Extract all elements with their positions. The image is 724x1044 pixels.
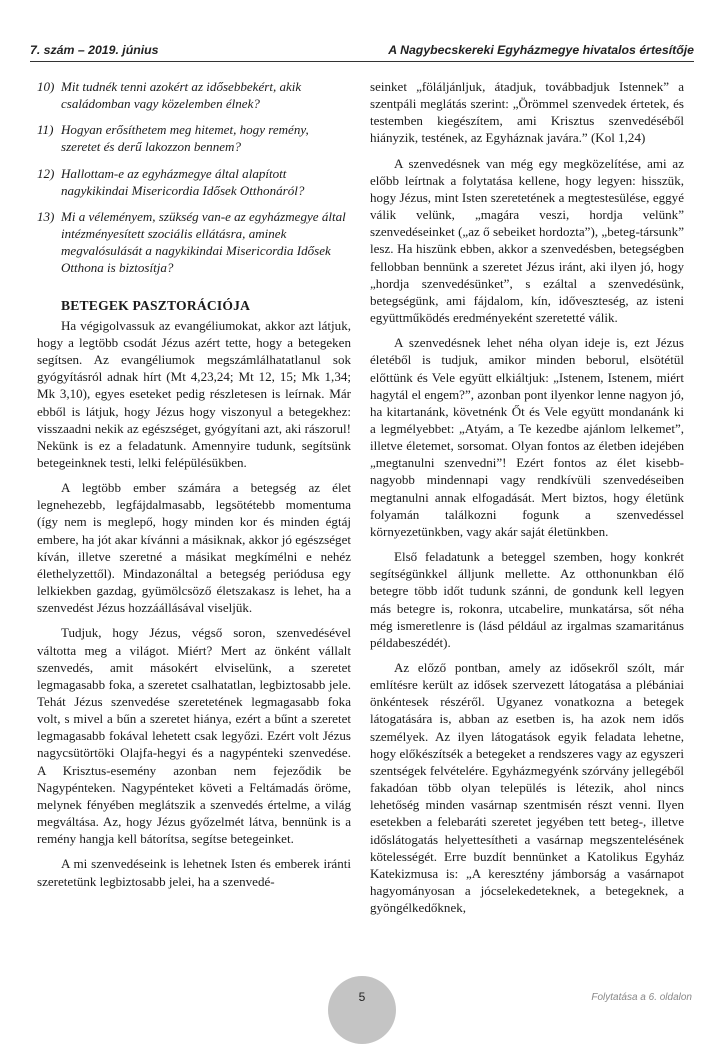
left-column <box>37 78 351 898</box>
question-item <box>37 208 351 277</box>
question-number: 12) <box>37 165 55 181</box>
continuation-note: Folytatása a 6. oldalon <box>591 992 692 1003</box>
question-text: Mit tudnék tenni azokért az idősebbekért, akik családomban vagy közelemben élnek? <box>61 79 302 112</box>
section-heading: BETEGEK PASZTORÁCIÓJA <box>61 297 251 313</box>
question-text: Hallottam-e az egyházmegye által alapított nagykikindai Misericordia Idősek Otthonáról? <box>61 165 305 198</box>
running-header <box>30 43 694 57</box>
question-list <box>37 78 351 277</box>
question-number: 11) <box>37 122 54 138</box>
question-item <box>37 121 351 155</box>
question-number: 13) <box>37 208 55 224</box>
body-paragraph: A szenvedésnek lehet néha olyan ideje is, ezt Jézus életéből is tudjuk, amikor minden beborul, elsötétül előttünk és Vele együtt elkiáltjuk: „Istenem, Istenem, miért hagytál el engem?”, azonban pont ilyenkor lenne nagyon jó, ha kitartanánk, követnénk Őt és Vele együtt mondanánk ki a legmélyebbet: „Atyám, a Te kezedbe ajánlom lelkemet”, illetve életemet, sorsomat. Olyan fontos az életben idejében „megtanulni szenvedni”! Ezért fontos az élet kisebb-nagyobb mindennapi vagy rendkívüli szenvedéseiben megtanulni annak elfogadását. Mert biztos, hogy életünk folyamán találkozni fogunk a szenvedéssel környezetünkben, vagy akár saját életünkben. <box>370 335 684 539</box>
issue-label: 7. szám – 2019. június <box>30 43 159 57</box>
body-paragraph: seinket „föláljánljuk, átadjuk, továbbadjuk Istennek” a szentpáli meglátás szerint: „Örömmel szenvedek értetek, és testemben kiegészítem, ami Krisztus szenvedéséből hiányzik, testének, az Egyháznak javára.” (Kol 1,24) <box>370 79 684 146</box>
question-item <box>37 165 351 199</box>
question-number: 10) <box>37 79 55 94</box>
body-paragraph: A szenvedésnek van még egy megközelítése, ami az előbb leírtnak a folytatása kellene, hogy legyen: hisszük, hogy Jézus, mint Isten szeretetének a megtestesülése, eggyé válik velünk, „magára veszi, hordja velünk” szenvedéseinket („az ő sebeiket hordozta”), „beteg-társunk” lesz. Ha hiszünk ebben, akkor a szenvedésben, betegségben fellobban bennünk a szeretet Jézus iránt, aki ilyen jó, hogy „hordja szenvedésünket”, s ezáltal a szenvedésünk, betegségünk, ami fájdalom, kín, időveszteség, az isteni együttműködés eredményeként szeretetté válik. <box>370 155 684 326</box>
right-column <box>370 78 684 924</box>
question-text: Hogyan erősíthetem meg hitemet, hogy remény, szeretet és derű lakozzon bennem? <box>61 122 309 155</box>
page-number: 5 <box>358 990 366 1004</box>
body-paragraph: Az előző pontban, amely az idősekről szólt, már említésre került az idősek szervezett látogatása a plébániai önkéntesek részéről. Ugyanez vonatkozna a betegek látogatására is, abban az esetben is, ha azok nem idős személyek. Az ilyen látogatások egyik feladata lehetne, hogy előkészítsék a betegeket a rendszeres vagy az egyszeri szentségek felvételére. Egyházmegyénk szórvány jellegéből fakadóan több olyan település is létezik, ahol nincs lehetőség minden vasárnap szentmisén részt venni. Ilyen esetekben a felebaráti szeretet jegyében tett beteg-, illetve időslátogatás helyettesítheti a vasárnap megszentelésének kötelességét. Erre buzdít bennünket a Katolikus Egyház Katekizmusa is: „A keresztény jámborság a vasárnapot hagyományosan a jócselekedeteknek, a betegeknek, a gyöngélkedőknek, <box>370 660 684 916</box>
body-paragraph: A mi szenvedéseink is lehetnek Isten és emberek iránti szeretetünk legbiztosabb jelei, ha a szenvedé- <box>37 856 351 889</box>
page-number-badge <box>328 976 396 1044</box>
body-paragraph: Első feladatunk a beteggel szemben, hogy konkrét segítségünkkel álljunk mellette. Az otthonunkban élő betegre több időt tudunk szánni, de gondunk kell legyen más betegre is, rokonra, utcabelire, munkatársa, sőt néha még ismeretlenre is (lásd például az irgalmas szamaritánus példabeszédét). <box>370 549 684 650</box>
publication-title: A Nagybecskereki Egyházmegye hivatalos értesítője <box>388 43 694 57</box>
question-text: Mi a véleményem, szükség van-e az egyházmegye által intézményesített szociális ellátásra, aminek megvalósulását a nagykikindai Misericordia Idősek Otthona is biztosítja? <box>61 208 346 276</box>
header-divider <box>30 61 694 62</box>
body-paragraph: Ha végigolvassuk az evangéliumokat, akkor azt látjuk, hogy a legtöbb csodát Jézus azért tette, hogy a betegeken segítsen. Az evangéliumok megszámlálhatatlanul sok gyógyításról adnak hírt (Mt 4,23,24; Mt 12, 15; Mk 1,34; Mk 3,10), egyes eseteket pedig részletesen is leírnak. Már ebből is látjuk, hogy Jézus hogy viszonyul a betegekhez: visszaadni nekik az egészséget, gyógyítani azt, aki rászorul! Nekünk is ez a feladatunk. Amennyire tudunk, segítsünk betegeinknek testi, lelki felépülésükben. <box>37 317 351 470</box>
body-paragraph: Tudjuk, hogy Jézus, végső soron, szenvedésével váltotta meg a világot. Miért? Mert az önként vállalt szenvedés, amit másokért elviselünk, a szeretet legmagasabb foka, a szeretet csalhatatlan, legbiztosabb jele. Tehát Jézus szenvedése szeretetének legmagasabb foka volt, s mivel a bűn a szeretet hiánya, ezért a bűnt a szeretet legmagasabb fokával lehetett csak legyőzi. Ezért volt Jézus nagycsütörtöki Olajfa-hegyi és a nagypénteki szenvedése. A Krisztus-esemény azonban nem fejeződik be Nagypénteken. Nagypénteket követi a Feltámadás öröme, melynek fényében meglátszik a szenvedés értelme, a világ megváltása. Az, hogy Jézus győzelmét látva, bennünk is a remény hangja kell bátorítsa, segítse betegeinket. <box>37 625 351 847</box>
body-paragraph: A legtöbb ember számára a betegség az élet legnehezebb, legfájdalmasabb, legsötétebb momentuma (így nem is meglepő, hogy minden kor és minden égtáj embere, ha jót akar kívánni a másiknak, akkor jó egészséget kíván, illetve szeretné a másikat megkímélni e nehéz élethelyzettől). Mindazonáltal a betegség periódusa egy lelkiekben gazdag, gyümölcsöző életszakasz is lehet, ha a szenvedést Jézus hozzáállásával viseljük. <box>37 480 351 616</box>
question-item <box>37 78 351 112</box>
